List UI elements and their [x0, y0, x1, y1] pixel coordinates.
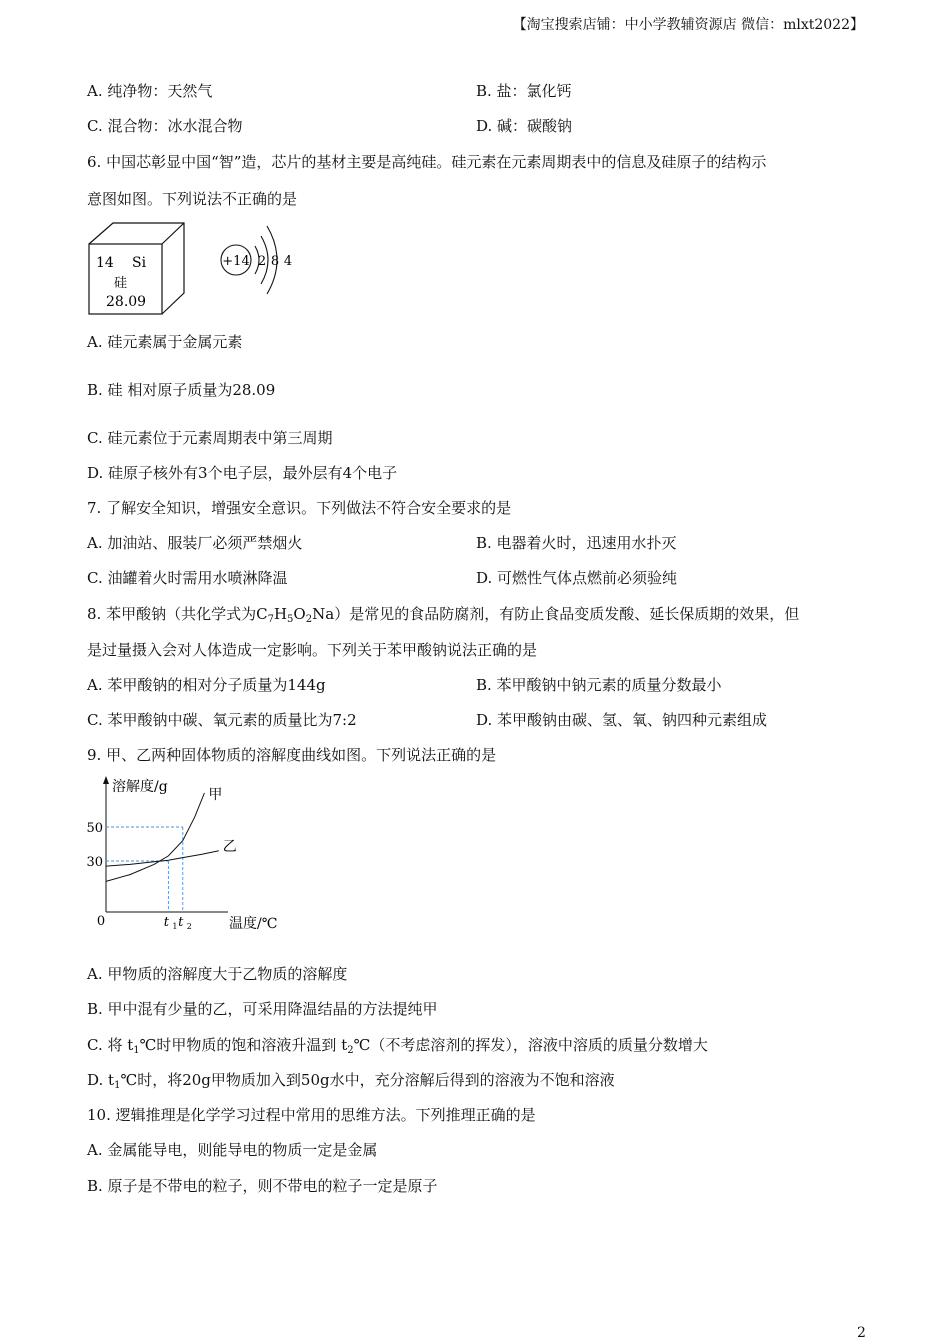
shell-1-electrons: 2: [257, 254, 267, 269]
q8-option-a: A. 苯甲酸钠的相对分子质量为144g: [87, 676, 326, 694]
q7-option-b: B. 电器着火时，迅速用水扑灭: [476, 534, 677, 552]
x-tick-label-t2: t: [178, 915, 184, 930]
q9-option-b: B. 甲中混有少量的乙，可采用降温结晶的方法提纯甲: [87, 1000, 438, 1018]
q7-option-d: D. 可燃性气体点燃前必须验纯: [476, 569, 678, 587]
page-number: 2: [857, 1325, 866, 1341]
q8-stem-post: ）是常见的食品防腐剂，有防止食品变质发酸、延长保质期的效果，但: [334, 605, 800, 623]
silicon-atom-structure: [218, 222, 300, 302]
q6-stem-line1: 6. 中国芯彰显中国“智”造，芯片的基材主要是高纯硅。硅元素在元素周期表中的信息及硅原子的结构示: [87, 153, 767, 171]
q5-option-b: B. 盐：氯化钙: [476, 82, 572, 100]
q9-option-a: A. 甲物质的溶解度大于乙物质的溶解度: [87, 965, 348, 983]
q8-option-b: B. 苯甲酸钠中钠元素的质量分数最小: [476, 676, 722, 694]
q8-stem-pre: 8. 苯甲酸钠（共化学式为: [87, 605, 257, 623]
q10-option-b: B. 原子是不带电的粒子，则不带电的粒子一定是原子: [87, 1177, 438, 1195]
q10-option-a: A. 金属能导电，则能导电的物质一定是金属: [87, 1141, 378, 1159]
x-tick-sub-t1: 1: [172, 922, 178, 931]
q6-option-b: B. 硅 相对原子质量为28.09: [87, 381, 276, 399]
y-axis-label: 溶解度/g: [112, 779, 168, 795]
series-label-1: 乙: [222, 838, 237, 855]
q9-stem: 9. 甲、乙两种固体物质的溶解度曲线如图。下列说法正确的是: [87, 746, 497, 764]
q6-option-d: D. 硅原子核外有3个电子层，最外层有4个电子: [87, 464, 398, 482]
q5-option-a: A. 纯净物：天然气: [87, 82, 213, 100]
y-tick-label-30: 30: [86, 855, 103, 870]
element-mass: 28.09: [106, 294, 147, 310]
nucleus-charge: +14: [222, 254, 250, 269]
element-symbol: Si: [132, 255, 147, 271]
origin-label: 0: [96, 914, 106, 929]
q6-stem-line2: 意图如图。下列说法不正确的是: [87, 190, 298, 208]
y-tick-label-50: 50: [86, 821, 103, 836]
solubility-chart: [86, 772, 296, 934]
y-axis-arrow: [103, 776, 109, 784]
q8-option-c: C. 苯甲酸钠中碳、氧元素的质量比为7:2: [87, 711, 357, 729]
series-line-1: [106, 851, 219, 866]
x-axis-label: 温度/℃: [229, 916, 278, 932]
q5-option-c: C. 混合物：冰水混合物: [87, 117, 243, 135]
shell-2-electrons: 8: [270, 254, 280, 269]
page-header: 【淘宝搜索店铺：中小学教辅资源店 微信：mlxt2022】: [512, 17, 864, 33]
q8-stem-line2: 是过量摄入会对人体造成一定影响。下列关于苯甲酸钠说法正确的是: [87, 641, 538, 659]
q5-option-d: D. 碱：碳酸钠: [476, 117, 573, 135]
q9-option-c: C. 将 $t_1℃$时甲物质的饱和溶液升温到 $t_2℃$（不考虑溶剂的挥发），溶液中溶质的质量分数增大: [87, 1036, 708, 1056]
q7-option-c: C. 油罐着火时需用水喷淋降温: [87, 569, 288, 587]
series-line-0: [106, 793, 204, 881]
series-label-0: 甲: [208, 787, 223, 803]
q9-option-d: D. $t_1℃$时，将20g甲物质加入到50g水中，充分溶解后得到的溶液为不饱和溶液: [87, 1071, 615, 1091]
q6-option-a: A. 硅元素属于金属元素: [87, 333, 243, 351]
silicon-element-box: [86, 220, 191, 318]
q7-stem: 7. 了解安全知识，增强安全意识。下列做法不符合安全要求的是: [87, 499, 512, 517]
element-name: 硅: [114, 276, 128, 291]
q6-option-c: C. 硅元素位于元素周期表中第三周期: [87, 429, 333, 447]
q8-formula: $C_7H_5O_2Na$: [256, 605, 335, 625]
q10-stem: 10. 逻辑推理是化学学习过程中常用的思维方法。下列推理正确的是: [87, 1106, 536, 1124]
q8-stem-line1: [87, 604, 799, 624]
shell-3-electrons: 4: [283, 254, 293, 269]
element-number: 14: [96, 255, 114, 271]
x-tick-sub-t2: 2: [186, 922, 192, 931]
x-tick-label-t1: t: [163, 915, 170, 930]
q8-option-d: D. 苯甲酸钠由碳、氢、氧、钠四种元素组成: [476, 711, 768, 729]
q7-option-a: A. 加油站、服装厂必须严禁烟火: [87, 534, 303, 552]
